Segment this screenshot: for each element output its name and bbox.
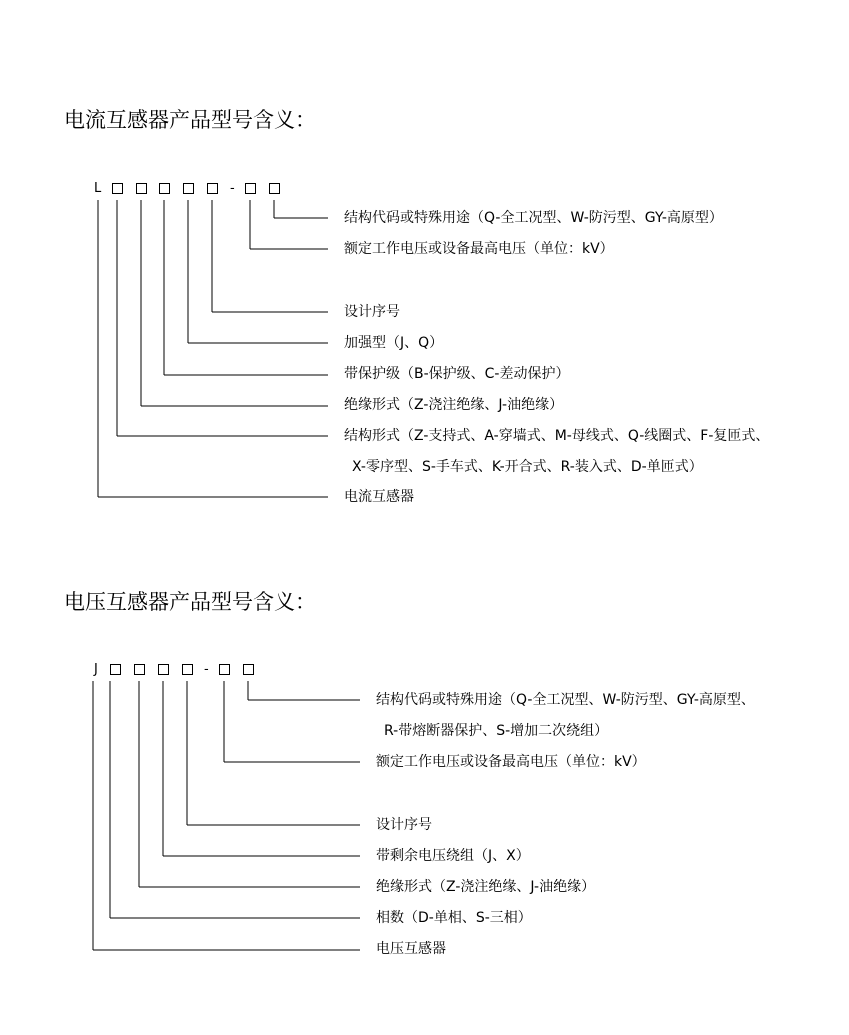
ct-code-dash: -: [230, 181, 235, 196]
vt-label-structure-code-cont: R-带熔断器保护、S-增加二次绕组）: [384, 723, 609, 739]
vt-label-structure-code: 结构代码或特殊用途（Q-全工况型、W-防污型、GY-高原型、: [376, 692, 755, 708]
ct-label-current-transformer: 电流互感器: [344, 489, 414, 505]
vt-label-residual-winding: 带剩余电压绕组（J、X）: [376, 848, 530, 864]
vt-label-insulation: 绝缘形式（Z-浇注绝缘、J-油绝缘）: [376, 879, 596, 895]
ct-label-structure-form-cont: X-零序型、S-手车式、K-开合式、R-装入式、D-单匝式）: [352, 459, 703, 475]
vt-title: 电压互感器产品型号含义：: [64, 590, 316, 614]
vt-label-phase: 相数（D-单相、S-三相）: [376, 910, 532, 926]
vt-code-dash: -: [204, 662, 209, 677]
ct-label-structure-code: 结构代码或特殊用途（Q-全工况型、W-防污型、GY-高原型）: [344, 210, 723, 226]
ct-label-protection-class: 带保护级（B-保护级、C-差动保护）: [344, 366, 570, 382]
vt-label-design-serial: 设计序号: [376, 817, 432, 833]
ct-code-prefix: L: [94, 181, 102, 196]
ct-title: 电流互感器产品型号含义：: [64, 108, 316, 132]
ct-label-insulation: 绝缘形式（Z-浇注绝缘、J-油绝缘）: [344, 397, 564, 413]
vt-label-voltage-transformer: 电压互感器: [376, 941, 446, 957]
ct-label-design-serial: 设计序号: [344, 304, 400, 320]
ct-label-reinforced: 加强型（J、Q）: [344, 335, 444, 351]
ct-label-rated-voltage: 额定工作电压或设备最高电压（单位：kV）: [344, 241, 614, 257]
vt-label-rated-voltage: 额定工作电压或设备最高电压（单位：kV）: [376, 754, 646, 770]
ct-label-structure-form: 结构形式（Z-支持式、A-穿墙式、M-母线式、Q-线圈式、F-复匝式、: [344, 428, 770, 444]
vt-code-prefix: J: [94, 662, 98, 677]
